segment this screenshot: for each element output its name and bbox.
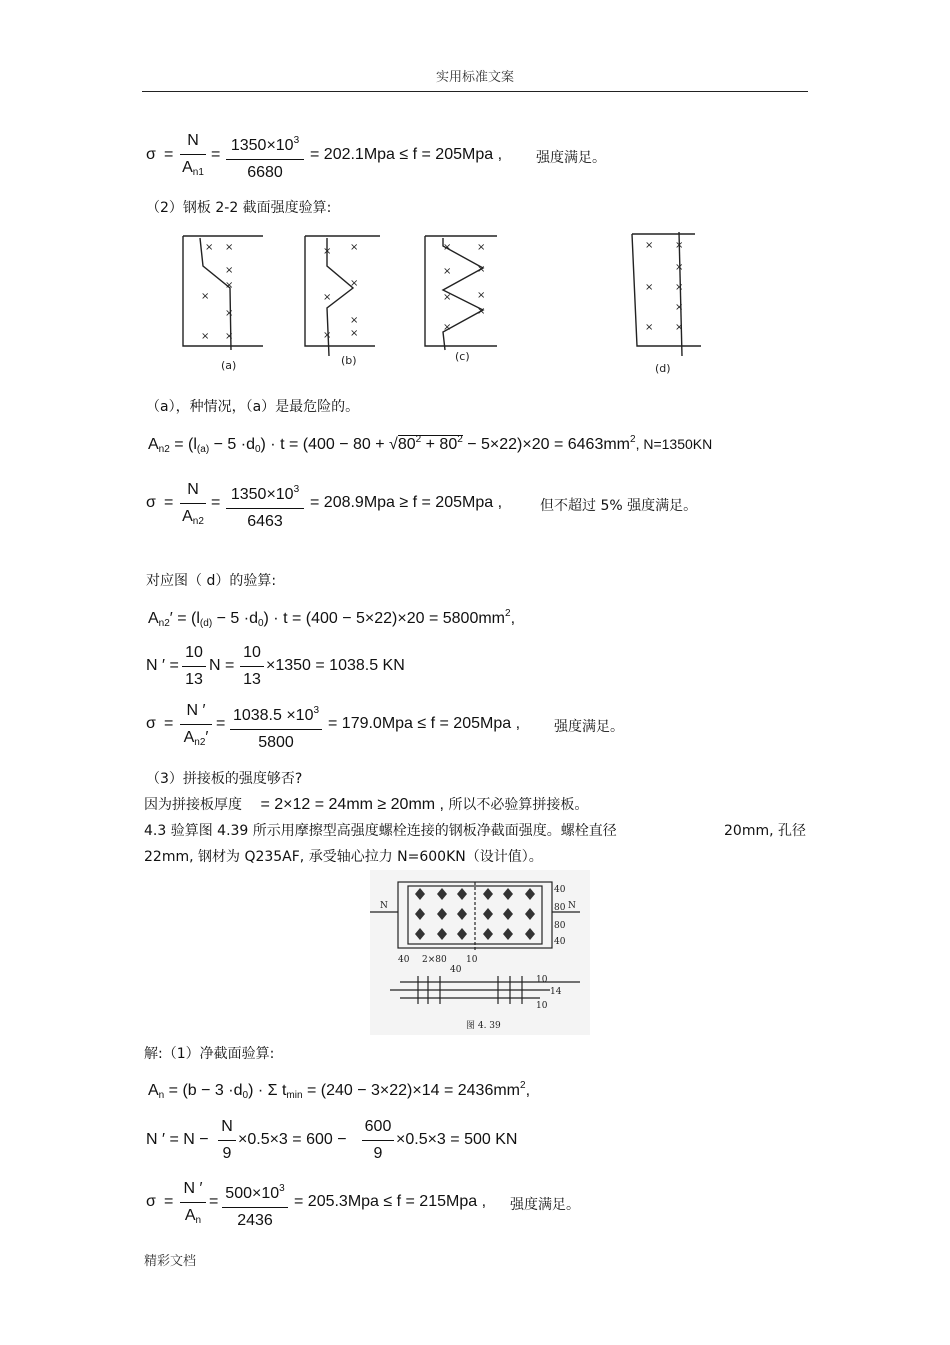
numerator: N: [221, 1118, 233, 1135]
subscript: n2: [192, 516, 204, 527]
term: = (l: [169, 436, 197, 453]
term: ) · t = (400 − 5×22)×20 = 5800mm: [263, 610, 506, 627]
fraction-600-over-9: [362, 1117, 394, 1164]
numerator: N: [187, 132, 199, 149]
equation-result: ×0.5×3 = 500 KN: [396, 1131, 518, 1148]
sigma-symbol: σ: [146, 146, 156, 163]
term: ) · t = (400 − 80 + √: [260, 436, 398, 453]
line-case-d: 对应图（ d）的验算:: [146, 573, 277, 589]
denominator: 13: [243, 671, 261, 688]
fig-dim-bottom-2: 40: [450, 965, 462, 975]
fig-dim-right: 80: [554, 921, 566, 931]
denominator: 2436: [237, 1212, 273, 1229]
numerator: N ′: [183, 1180, 203, 1197]
subscript: (a): [196, 444, 210, 455]
numerator: 1038.5 ×10: [232, 707, 314, 724]
subscript: n1: [192, 167, 204, 178]
lhs: N ′ =: [146, 657, 179, 674]
exponent: 3: [293, 484, 300, 495]
fig-dim-bottom: 10: [466, 955, 478, 965]
svg-text:×: ×: [443, 292, 452, 303]
svg-text:×: ×: [225, 242, 234, 253]
term: + 80: [421, 436, 458, 453]
fig-dim-side: 10: [536, 1001, 548, 1011]
exponent: 2: [520, 1080, 526, 1091]
svg-text:×: ×: [645, 282, 654, 293]
svg-text:×: ×: [323, 330, 332, 341]
denominator: 9: [222, 1145, 232, 1162]
exponent: 2: [415, 434, 422, 445]
fraction-value: [222, 1179, 288, 1231]
svg-text:×: ×: [225, 308, 234, 319]
svg-text:×: ×: [205, 242, 214, 253]
equation-note: 强度满足。: [510, 1197, 580, 1213]
section-3-title: （3）拼接板的强度够否?: [146, 771, 303, 787]
fig-dim-side: 14: [550, 987, 562, 997]
numerator: N ′: [186, 702, 206, 719]
fig-label-n-left: N: [380, 901, 388, 911]
svg-text:×: ×: [350, 242, 359, 253]
denominator: A: [182, 508, 193, 525]
text: 所以不必验算拼接板。: [448, 797, 589, 813]
equation-result: = 202.1Mpa ≤ f = 205Mpa ,: [310, 146, 503, 163]
fraction-10-13: [240, 643, 264, 690]
svg-text:×: ×: [675, 240, 684, 251]
figure-4-39: [370, 870, 590, 1035]
subscript: (d): [199, 618, 213, 629]
question-4-3-line1-end: 20mm, 孔径: [724, 823, 806, 839]
term: = (l: [172, 610, 200, 627]
fraction-n-over-an1: [180, 131, 206, 183]
numerator: 1350×10: [230, 486, 294, 503]
equation-result: ×1350 = 1038.5 KN: [266, 657, 405, 674]
term: ) · Σ t: [248, 1082, 287, 1099]
subscript: n2: [158, 444, 170, 455]
line-case-a: （a），种情况，（a）是最危险的。: [146, 399, 360, 415]
sketch-label-a: (a): [221, 359, 237, 372]
question-4-3-line1: 4.3 验算图 4.39 所示用摩擦型高强度螺栓连接的钢板净截面强度。螺栓直径: [144, 823, 617, 839]
svg-text:×: ×: [443, 266, 452, 277]
svg-text:×: ×: [201, 291, 210, 302]
page-header: 实用标准文案: [435, 70, 514, 85]
fraction-n-over-9: [218, 1117, 236, 1164]
equation-note: 强度满足。: [536, 150, 606, 166]
sketch-label-c: (c): [455, 350, 470, 363]
svg-text:×: ×: [645, 240, 654, 251]
fig-dim-right: 40: [554, 885, 566, 895]
svg-text:×: ×: [477, 242, 486, 253]
svg-text:×: ×: [225, 331, 234, 342]
svg-text:×: ×: [225, 280, 234, 291]
fraction-n-over-an2: [180, 480, 206, 532]
denominator: A: [183, 729, 195, 746]
expression: = 2×12 = 24mm ≥ 20mm ,: [260, 796, 444, 813]
fig-label-n-right: N: [568, 901, 576, 911]
denominator: 6680: [247, 164, 283, 181]
svg-text:×: ×: [477, 306, 486, 317]
exponent: 2: [457, 434, 463, 445]
svg-text:×: ×: [443, 242, 452, 253]
svg-text:×: ×: [225, 265, 234, 276]
term: 80: [397, 436, 416, 453]
exponent: 2: [630, 434, 636, 445]
sketch-label-d: (d): [655, 362, 671, 375]
equation-an2-a: [148, 434, 712, 455]
term: ×0.5×3 = 600 −: [238, 1131, 347, 1148]
denominator: A: [182, 159, 193, 176]
subscript: 0: [242, 1090, 249, 1101]
subscript: n2: [194, 737, 206, 748]
svg-text:×: ×: [201, 331, 210, 342]
exponent: 2: [505, 608, 511, 619]
svg-text:×: ×: [443, 322, 452, 333]
equation-note: 但不超过 5% 强度满足。: [540, 498, 698, 514]
term: N =: [209, 657, 235, 674]
fraction-value: [226, 480, 304, 532]
fig-dim-side: 10: [536, 975, 548, 985]
svg-text:×: ×: [675, 302, 684, 313]
sigma-symbol: σ: [146, 1193, 156, 1210]
equation-tail: , N=1350KN: [635, 436, 713, 452]
fig-dim-bottom: 2×80: [422, 955, 447, 965]
equation-note: 强度满足。: [554, 719, 624, 735]
fraction-value: [230, 701, 322, 753]
subscript: n2: [158, 618, 170, 629]
equation-tail: ,: [510, 610, 516, 627]
term: = (b − 3 ·d: [164, 1082, 243, 1099]
equation-an2-d: [148, 608, 515, 629]
term: = (240 − 3×22)×14 = 2436mm: [302, 1082, 520, 1099]
denominator: 9: [373, 1145, 383, 1162]
svg-text:×: ×: [645, 322, 654, 333]
numerator: 500×10: [225, 1185, 280, 1202]
svg-text:×: ×: [323, 292, 332, 303]
denominator: 6463: [247, 513, 283, 530]
denominator: 5800: [258, 734, 294, 751]
sigma-symbol: σ: [146, 494, 156, 511]
svg-text:×: ×: [323, 246, 332, 257]
subscript: 0: [257, 618, 264, 629]
fig-dim-bottom: 40: [398, 955, 410, 965]
numerator: 1350×10: [230, 137, 294, 154]
svg-text:×: ×: [350, 278, 359, 289]
lhs: A: [148, 436, 159, 453]
term: − 5 ·d: [212, 610, 258, 627]
fraction-10-13: [182, 643, 206, 690]
equation-an-net: [148, 1080, 530, 1101]
numerator: 10: [243, 644, 261, 661]
section-sketches: [175, 228, 735, 378]
denominator: A: [184, 1207, 196, 1224]
svg-text:×: ×: [675, 322, 684, 333]
lhs: A: [148, 1082, 159, 1099]
numerator: 10: [185, 644, 203, 661]
lhs: A: [148, 610, 159, 627]
numerator: N: [187, 481, 199, 498]
question-4-3-line2: 22mm, 钢材为 Q235AF, 承受轴心拉力 N=600KN（设计值）。: [144, 849, 543, 865]
section-2-title: （2）钢板 2-2 截面强度验算:: [146, 200, 332, 216]
equation-result: = 205.3Mpa ≤ f = 215Mpa ,: [294, 1193, 487, 1210]
fig-dim-right: 80: [554, 903, 566, 913]
fig-dim-right: 40: [554, 937, 566, 947]
svg-text:×: ×: [350, 315, 359, 326]
equation-result: = 179.0Mpa ≤ f = 205Mpa ,: [328, 715, 521, 732]
prime: ′: [205, 729, 209, 746]
exponent: 3: [293, 135, 300, 146]
term: − 5 ·d: [209, 436, 255, 453]
fraction-nprime-over-an: [180, 1179, 206, 1231]
text: 因为拼接板厚度: [144, 797, 242, 813]
line-plate-thickness: [144, 794, 588, 814]
prime: ′: [169, 610, 173, 627]
subscript: n: [195, 1215, 202, 1226]
sigma-symbol: σ: [146, 715, 156, 732]
equals-sign: =: [164, 146, 174, 163]
fraction-nprime-over-an2prime: [180, 701, 212, 753]
denominator: 13: [185, 671, 203, 688]
svg-text:×: ×: [477, 264, 486, 275]
term: − 5×22)×20 = 6463mm: [462, 436, 631, 453]
solution-title: 解:（1）净截面验算:: [144, 1046, 275, 1062]
header-rule: [142, 91, 808, 92]
subscript: n: [158, 1090, 165, 1101]
fraction-value: [226, 131, 304, 183]
equation-result: = 208.9Mpa ≥ f = 205Mpa ,: [310, 494, 503, 511]
sketch-label-b: (b): [341, 354, 357, 367]
svg-text:×: ×: [350, 328, 359, 339]
exponent: 3: [313, 705, 320, 716]
numerator: 600: [364, 1118, 392, 1135]
subscript: 0: [254, 444, 261, 455]
svg-text:×: ×: [477, 290, 486, 301]
page-footer: 精彩文档: [144, 1254, 197, 1269]
subscript: min: [286, 1090, 303, 1101]
svg-text:×: ×: [675, 262, 684, 273]
fig-caption: 图 4. 39: [466, 1021, 501, 1031]
lhs: N ′ = N −: [146, 1131, 209, 1148]
exponent: 3: [279, 1183, 285, 1194]
equation-tail: ,: [525, 1082, 531, 1099]
svg-text:×: ×: [675, 282, 684, 293]
